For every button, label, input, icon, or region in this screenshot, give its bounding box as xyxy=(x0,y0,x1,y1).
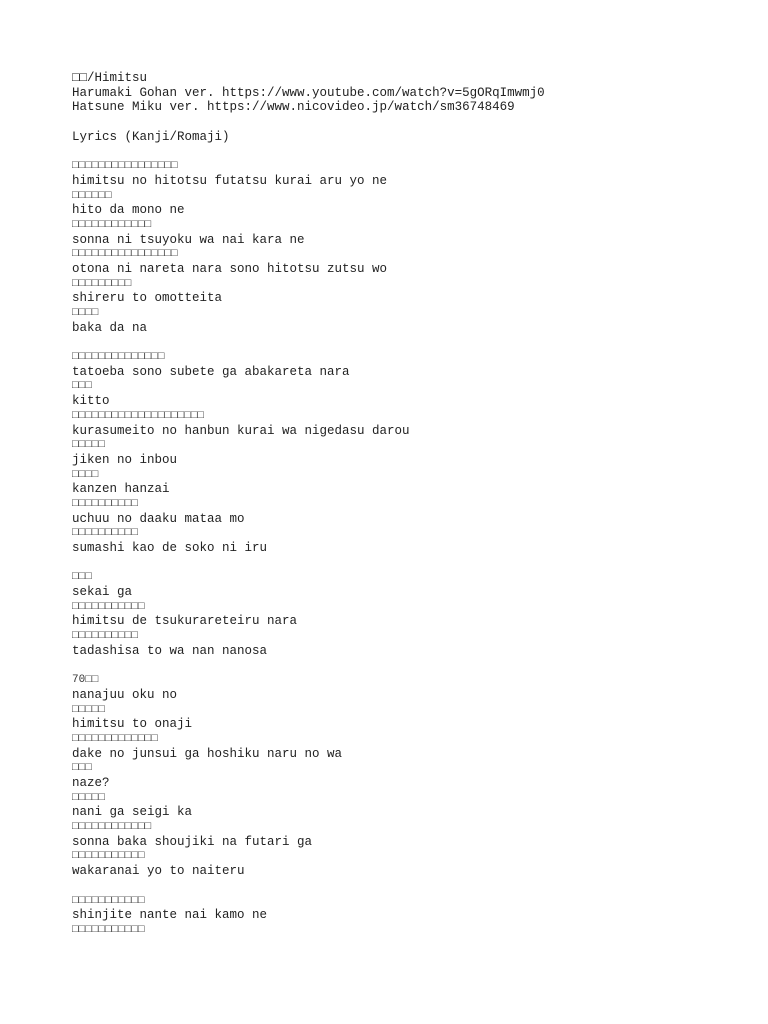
lyric-romaji-line: kitto xyxy=(72,394,110,409)
lyric-kanji-line: □□□□□□□□□□ xyxy=(72,527,139,540)
lyric-kanji-line: □□□□□□□□□□□ xyxy=(72,923,145,936)
lyric-kanji-line: 70□□ xyxy=(72,674,99,687)
lyric-romaji-line: jiken no inbou xyxy=(72,452,178,467)
lyric-kanji-line: □□□ xyxy=(72,571,92,584)
lyric-kanji-line: □□□□□□□□□□□□□□ xyxy=(72,351,165,364)
blank-line xyxy=(72,335,752,350)
lyric-romaji-line: naze? xyxy=(72,776,110,790)
blank-line xyxy=(72,659,752,674)
lyric-romaji-line: uchuu no daaku mataa mo xyxy=(72,511,245,526)
source-label-harumaki: Harumaki Gohan ver. xyxy=(72,85,223,100)
lyric-romaji-line: nanajuu oku no xyxy=(72,687,178,702)
lyric-kanji-line: □□□□□□□□□□ xyxy=(72,630,139,643)
lyric-romaji-line: otona ni nareta nara sono hitotsu zutsu wo xyxy=(72,261,388,276)
lyric-romaji-line: sumashi kao de soko ni iru xyxy=(72,541,268,555)
blank-line xyxy=(72,556,752,571)
lyric-romaji-line: kanzen hanzai xyxy=(72,482,170,497)
lyric-kanji-line: □□□□□ xyxy=(72,791,106,804)
lyric-romaji-line: nani ga seigi ka xyxy=(72,805,193,820)
lyric-romaji-line: shireru to omotteita xyxy=(72,291,223,306)
blank-line xyxy=(72,879,752,894)
lyric-kanji-line: □□□□□□□□□ xyxy=(72,277,132,290)
nicovideo-link[interactable]: https://www.nicovideo.jp/watch/sm36748469 xyxy=(207,100,515,115)
lyric-kanji-line: □□□□□□□□□□□ xyxy=(72,850,145,863)
lyric-romaji-line: wakaranai yo to naiteru xyxy=(72,864,245,879)
lyric-kanji-line: □□□□□□□□□□□ xyxy=(72,894,145,907)
source-line-harumaki xyxy=(72,86,752,101)
lyric-romaji-line: tatoeba sono subete ga abakareta nara xyxy=(72,364,350,379)
document-title: □□/Himitsu xyxy=(72,71,148,85)
lyric-romaji-line: himitsu to onaji xyxy=(72,717,193,732)
source-line-miku xyxy=(72,100,752,115)
lyrics-body xyxy=(72,159,752,937)
lyric-kanji-line: □□□□□□□□□□□□□ xyxy=(72,732,158,745)
lyric-kanji-line: □□□□□□ xyxy=(72,189,112,202)
lyric-kanji-line: □□□□□ xyxy=(72,703,106,716)
lyric-kanji-line: □□□ xyxy=(72,380,92,393)
lyric-romaji-line: sonna ni tsuyoku wa nai kara ne xyxy=(72,232,305,247)
blank-line xyxy=(72,115,752,130)
lyric-romaji-line: sekai ga xyxy=(72,585,133,600)
lyric-kanji-line: □□□□ xyxy=(72,468,99,481)
source-label-miku: Hatsune Miku ver. xyxy=(72,100,208,115)
lyric-romaji-line: tadashisa to wa nan nanosa xyxy=(72,643,268,658)
lyric-kanji-line: □□□□□□□□□□□□ xyxy=(72,821,152,834)
lyric-romaji-line: dake no junsui ga hoshiku naru no wa xyxy=(72,746,343,761)
youtube-link[interactable]: https://www.youtube.com/watch?v=5gORqImwmj0 xyxy=(222,85,545,100)
blank-line xyxy=(72,144,752,159)
lyric-kanji-line: □□□□□□□□□□□□□□□□ xyxy=(72,248,178,261)
lyric-kanji-line: □□□□ xyxy=(72,307,99,319)
lyric-kanji-line: □□□ xyxy=(72,762,92,775)
section-title: Lyrics (Kanji/Romaji) xyxy=(72,129,230,144)
lyric-romaji-line: kurasumeito no hanbun kurai wa nigedasu darou xyxy=(72,423,410,438)
lyric-romaji-line: sonna baka shoujiki na futari ga xyxy=(72,834,313,849)
lyric-romaji-line: hito da mono ne xyxy=(72,203,185,218)
document-page xyxy=(72,71,752,938)
lyric-kanji-line: □□□□□□□□□□□□□□□□□□□□ xyxy=(72,409,205,422)
lyric-kanji-line: □□□□□□□□□□ xyxy=(72,497,139,510)
lyric-kanji-line: □□□□□□□□□□□□ xyxy=(72,218,152,231)
lyric-romaji-line: shinjite nante nai kamo ne xyxy=(72,908,268,923)
lyric-romaji-line: himitsu de tsukurareteiru nara xyxy=(72,614,298,629)
lyric-romaji-line: himitsu no hitotsu futatsu kurai aru yo ne xyxy=(72,173,388,188)
lyric-kanji-line: □□□□□□□□□□□□□□□□ xyxy=(72,160,178,173)
lyric-kanji-line: □□□□□□□□□□□ xyxy=(72,600,145,613)
lyric-kanji-line: □□□□□ xyxy=(72,439,106,452)
lyric-romaji-line: baka da na xyxy=(72,320,148,335)
